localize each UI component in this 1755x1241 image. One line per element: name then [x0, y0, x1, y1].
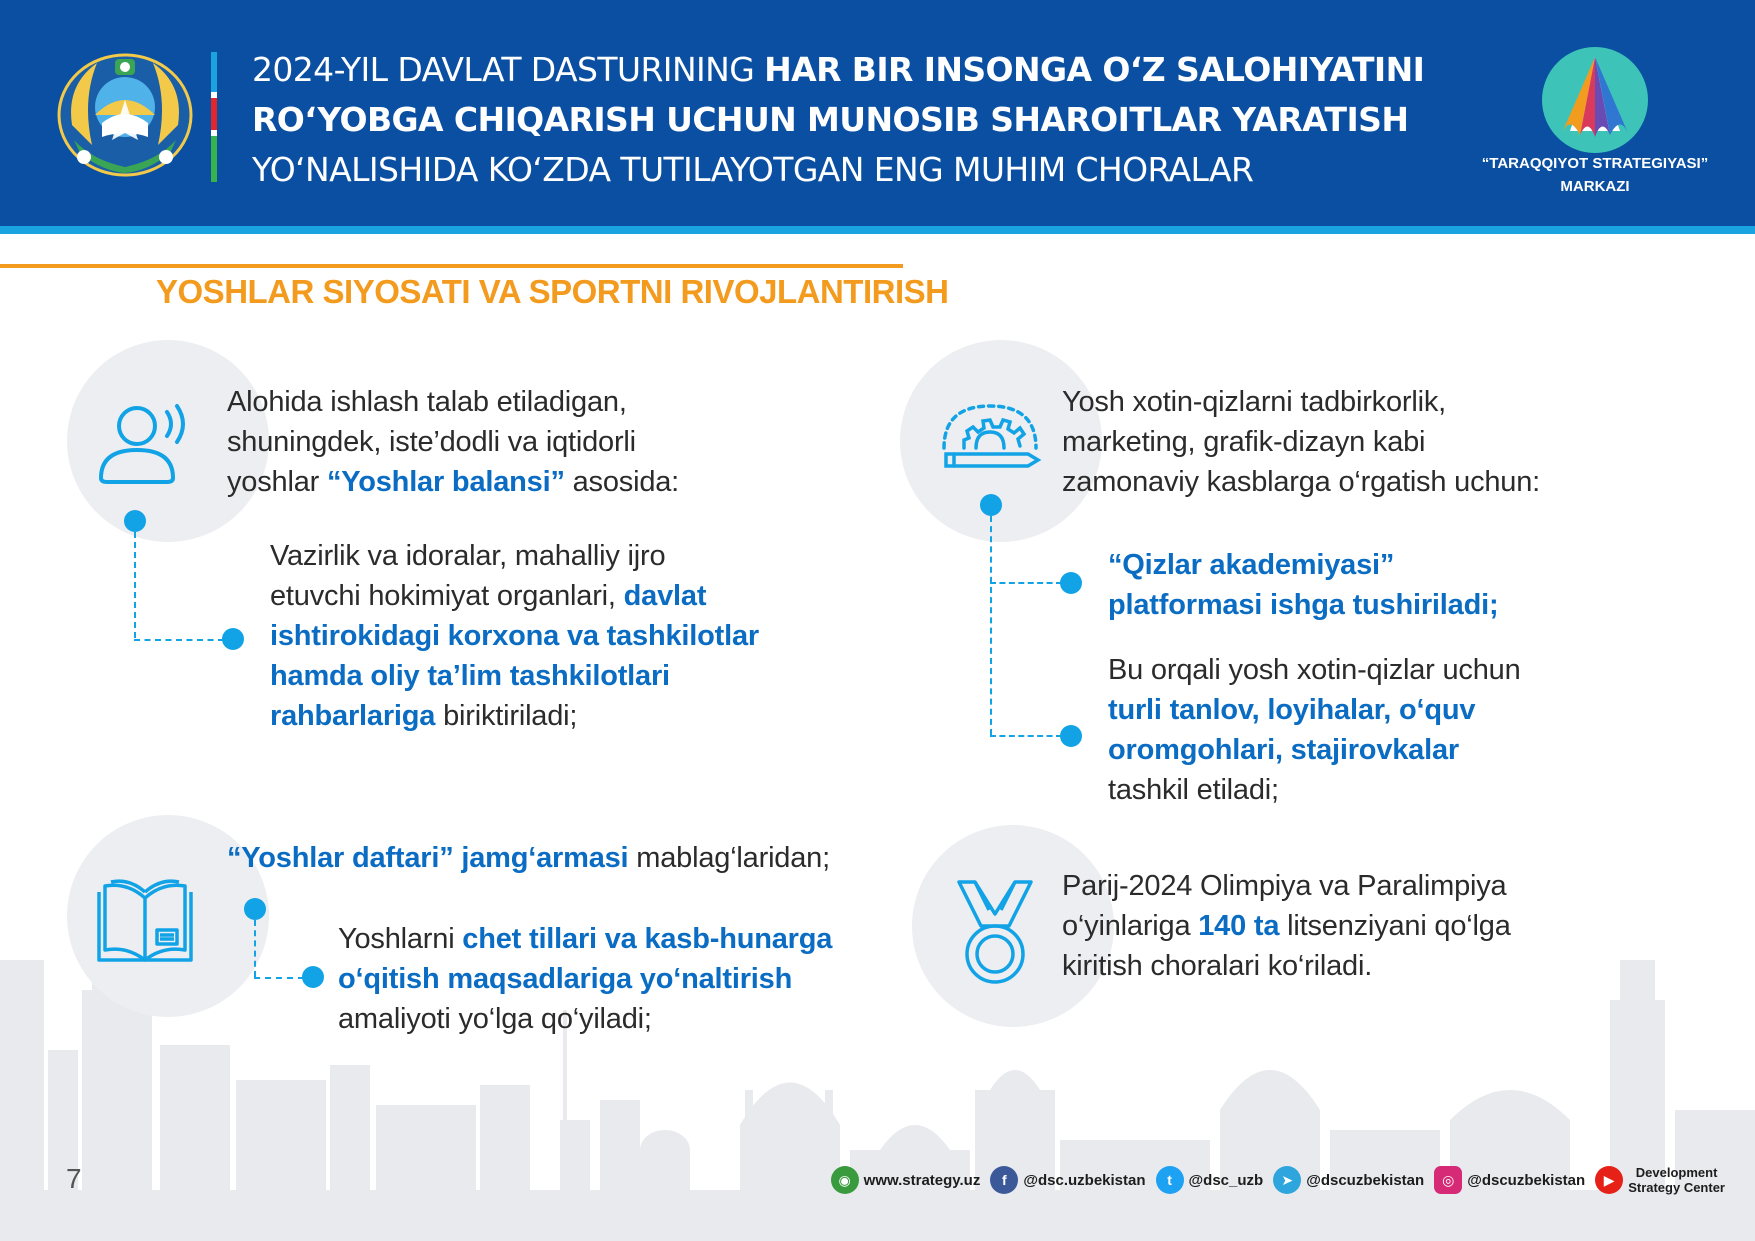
- connector-line: [254, 977, 304, 979]
- telegram-icon: ➤: [1273, 1166, 1301, 1194]
- dsc-footer-brand: ▶ Development Strategy Center: [1595, 1165, 1725, 1195]
- connector-line: [990, 735, 1062, 737]
- connector-line: [134, 639, 224, 641]
- connector-line: [134, 532, 136, 638]
- telegram-link[interactable]: ➤ @dscuzbekistan: [1273, 1166, 1424, 1194]
- facebook-link[interactable]: f @dsc.uzbekistan: [990, 1166, 1145, 1194]
- block4-text: Parij-2024 Olimpiya va Paralimpiya o‘yinlariga 140 ta litsenziyani qo‘lga kiritish choralari ko‘riladi.: [1062, 870, 1511, 982]
- connector-line: [254, 920, 256, 977]
- connector-dot: [244, 898, 266, 920]
- dsc-logo-icon: [1540, 45, 1650, 155]
- block1-intro: Alohida ishlash talab etiladigan, shuningdek, iste’dodli va iqtidorli yoshlar “Yoshlar balansi” asosida:: [227, 386, 680, 498]
- block3-intro: “Yoshlar daftari” jamg‘armasi mablag‘laridan;: [227, 842, 830, 874]
- section-title: YOSHLAR SIYOSATI VA SPORTNI RIVOJLANTIRISH: [156, 273, 949, 310]
- block3-item: Yoshlarni chet tillari va kasb-hunarga o‘qitish maqsadlariga yo‘naltirish amaliyoti yo‘lga qo‘yiladi;: [338, 923, 833, 1035]
- open-book-icon: [95, 878, 195, 964]
- facebook-icon: f: [990, 1166, 1018, 1194]
- twitter-link[interactable]: t @dsc_uzb: [1156, 1166, 1264, 1194]
- block2-intro: Yosh xotin-qizlarni tadbirkorlik, marketing, grafik-dizayn kabi zamonaviy kasblarga o‘rgatish uchun:: [1062, 386, 1541, 498]
- globe-icon: ◉: [831, 1166, 859, 1194]
- flag-bar-green: [211, 136, 217, 182]
- instagram-link[interactable]: ◎ @dscuzbekistan: [1434, 1166, 1585, 1194]
- connector-line: [990, 582, 1062, 584]
- connector-dot: [1060, 725, 1082, 747]
- connector-dot: [1060, 572, 1082, 594]
- flag-color-bar: [211, 52, 217, 182]
- connector-dot: [124, 510, 146, 532]
- person-speaking-icon: [95, 402, 193, 484]
- state-emblem-icon: [52, 45, 198, 180]
- title-line-3: YO‘NALISHIDA KO‘ZDA TUTILAYOTGAN ENG MUHIM CHORALAR: [252, 150, 1254, 189]
- twitter-icon: t: [1156, 1166, 1184, 1194]
- page-number: 7: [66, 1163, 82, 1194]
- instagram-icon: ◎: [1434, 1166, 1462, 1194]
- flag-bar-blue: [211, 52, 217, 92]
- title-line-2: RO‘YOBGA CHIQARISH UCHUN MUNOSIB SHAROITLAR YARATISH: [252, 100, 1409, 139]
- medal-icon: [955, 878, 1035, 986]
- header-stripe: [0, 226, 1755, 234]
- title-line-1: 2024-YIL DAVLAT DASTURINING HAR BIR INSONGA O‘Z SALOHIYATINI: [252, 50, 1425, 89]
- block2-item1: “Qizlar akademiyasi” platformasi ishga tushiriladi;: [1108, 549, 1499, 621]
- gear-pencil-icon: [938, 400, 1043, 470]
- connector-line: [990, 516, 992, 735]
- website-link[interactable]: ◉ www.strategy.uz: [831, 1166, 981, 1194]
- flag-bar-red: [211, 98, 217, 130]
- connector-dot: [980, 494, 1002, 516]
- block1-item: Vazirlik va idoralar, mahalliy ijro etuvchi hokimiyat organlari, davlat ishtirokidagi korxona va tashkilotlar hamda oliy ta’lim tashkilotlari rahbarlariga biriktiriladi;: [270, 540, 759, 732]
- footer-social-bar: [831, 1165, 1725, 1195]
- connector-dot: [302, 966, 324, 988]
- block2-item2: Bu orqali yosh xotin-qizlar uchun turli tanlov, loyihalar, o‘quv oromgohlari, stajirovkalar tashkil etiladi;: [1108, 654, 1521, 806]
- youtube-icon: ▶: [1595, 1166, 1623, 1194]
- connector-dot: [222, 628, 244, 650]
- header-banner: [0, 0, 1755, 226]
- logo-caption: “TARAQQIYOT STRATEGIYASI” MARKAZI: [1481, 155, 1709, 195]
- page-title: [252, 45, 1432, 195]
- section-rule: [0, 264, 903, 268]
